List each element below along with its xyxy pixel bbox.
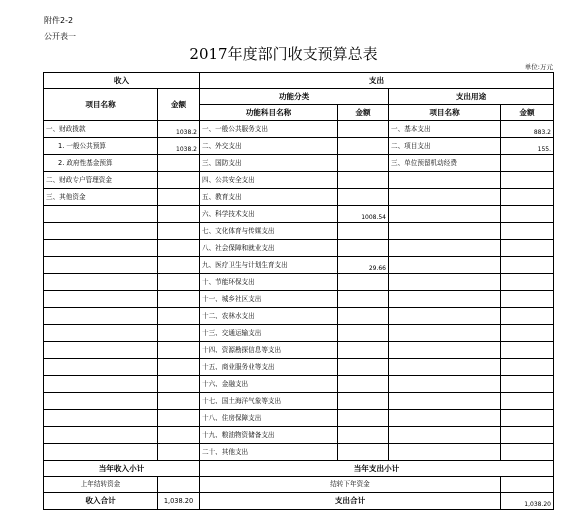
income-amount [158,274,200,291]
usage-amount: 883.2 [501,121,554,138]
income-item-name [44,410,158,427]
usage-item-name [389,274,501,291]
income-item-name [44,444,158,461]
income-amount [158,257,200,274]
table-row [44,155,554,172]
expense-total-amount: 1,038.20 [501,493,554,510]
table-row [44,121,554,138]
table-row [44,291,554,308]
income-amount [158,172,200,189]
table-row [44,223,554,240]
carry-out-label: 结转下年资金 [200,477,501,493]
income-item-name [44,325,158,342]
func-amount [338,189,389,206]
usage-amount [501,189,554,206]
usage-item-name-header: 项目名称 [389,105,501,121]
income-amount [158,291,200,308]
usage-item-name [389,427,501,444]
usage-item-name: 一、基本支出 [389,121,501,138]
income-amount [158,376,200,393]
func-amount: 29.66 [338,257,389,274]
public-table-label: 公开表一 [44,32,76,41]
table-row [44,359,554,376]
income-subtotal-label: 当年收入小计 [44,461,200,477]
table-row [44,393,554,410]
func-amount [338,308,389,325]
func-item-name: 二、外交支出 [200,138,338,155]
func-class-header: 功能分类 [200,89,389,105]
usage-amount [501,274,554,291]
func-amount [338,325,389,342]
budget-table [43,72,554,510]
carry-row [44,477,554,493]
usage-amount [501,206,554,223]
expense-total-label: 支出合计 [200,493,501,510]
usage-item-name [389,206,501,223]
table-row [44,427,554,444]
func-item-name: 十三、交通运输支出 [200,325,338,342]
usage-amount [501,410,554,427]
func-item-name: 十九、粮油物资储备支出 [200,427,338,444]
usage-item-name: 三、单位预留机动经费 [389,155,501,172]
func-item-name: 十五、商业服务业等支出 [200,359,338,376]
income-item-name: 二、财政专户管理资金 [44,172,158,189]
unit-label: 单位:万元 [524,63,553,71]
usage-amount [501,393,554,410]
income-amount [158,308,200,325]
attachment-label: 附件2-2 [44,16,74,25]
usage-amount [501,240,554,257]
func-item-name: 五、教育支出 [200,189,338,206]
income-amount [158,189,200,206]
usage-item-name [389,342,501,359]
income-amount [158,206,200,223]
func-item-name: 二十、其他支出 [200,444,338,461]
usage-amount [501,325,554,342]
income-item-name: 1. 一般公共预算 [44,138,158,155]
usage-item-name [389,410,501,427]
income-item-name [44,206,158,223]
func-item-name: 三、国防支出 [200,155,338,172]
usage-amount [501,308,554,325]
usage-item-name [389,291,501,308]
func-amount [338,427,389,444]
func-item-name: 十四、资源勘探信息等支出 [200,342,338,359]
income-item-name [44,359,158,376]
income-header: 收入 [44,73,200,89]
table-row [44,138,554,155]
income-amount [158,427,200,444]
income-amount [158,342,200,359]
func-amount [338,172,389,189]
income-item-name: 一、财政拨款 [44,121,158,138]
func-amount [338,444,389,461]
income-item-name [44,291,158,308]
usage-item-name [389,325,501,342]
income-amount [158,359,200,376]
carry-in-amount [158,477,200,493]
income-amount: 1038.2 [158,121,200,138]
income-item-name [44,308,158,325]
func-item-name: 九、医疗卫生与计划生育支出 [200,257,338,274]
func-amount [338,240,389,257]
income-amount: 1038.2 [158,138,200,155]
usage-amount [501,427,554,444]
func-amount [338,274,389,291]
usage-amount [501,291,554,308]
func-item-name: 六、科学技术支出 [200,206,338,223]
usage-item-name [389,223,501,240]
func-amount [338,223,389,240]
income-amount [158,325,200,342]
func-amount [338,342,389,359]
func-amount [338,359,389,376]
table-row [44,240,554,257]
usage-amount [501,155,554,172]
income-item-name [44,376,158,393]
total-row [44,493,554,510]
func-amount [338,393,389,410]
table-row [44,206,554,223]
func-item-name: 十八、住房保障支出 [200,410,338,427]
func-item-name: 四、公共安全支出 [200,172,338,189]
usage-amount [501,257,554,274]
income-item-name: 2. 政府性基金预算 [44,155,158,172]
subtotal-row [44,461,554,477]
header-row-2 [44,89,554,105]
income-amount [158,155,200,172]
table-row [44,342,554,359]
income-amount [158,240,200,257]
usage-amount [501,376,554,393]
func-amount: 1008.54 [338,206,389,223]
usage-item-name: 二、项目支出 [389,138,501,155]
usage-item-name [389,240,501,257]
func-amount [338,410,389,427]
header-row-1 [44,73,554,89]
func-amount [338,155,389,172]
usage-amount [501,359,554,376]
income-item-name [44,393,158,410]
expense-header: 支出 [200,73,554,89]
usage-amount [501,223,554,240]
table-row [44,189,554,206]
func-amount [338,138,389,155]
usage-amount [501,444,554,461]
table-row [44,274,554,291]
income-item-name [44,342,158,359]
table-row [44,257,554,274]
income-amount-header: 金额 [158,89,200,121]
table-row [44,172,554,189]
func-item-name: 七、文化体育与传媒支出 [200,223,338,240]
func-amount [338,291,389,308]
func-item-name: 十二、农林水支出 [200,308,338,325]
income-item-name [44,427,158,444]
func-amount-header: 金额 [338,105,389,121]
func-amount [338,121,389,138]
table-row [44,308,554,325]
table-row [44,376,554,393]
page-title: 2017年度部门收支预算总表 [189,45,378,63]
income-amount [158,444,200,461]
func-item-name-header: 功能科目名称 [200,105,338,121]
carry-out-amount [501,477,554,493]
income-item-name [44,240,158,257]
usage-item-name [389,189,501,206]
income-amount [158,410,200,427]
income-total-amount: 1,038.20 [158,493,200,510]
usage-item-name [389,444,501,461]
expense-subtotal-label: 当年支出小计 [200,461,554,477]
income-amount [158,393,200,410]
income-amount [158,223,200,240]
income-item-name [44,223,158,240]
usage-header: 支出用途 [389,89,554,105]
income-item-name: 三、其他资金 [44,189,158,206]
usage-item-name [389,257,501,274]
usage-item-name [389,393,501,410]
table-row [44,325,554,342]
usage-amount [501,172,554,189]
usage-item-name [389,172,501,189]
func-item-name: 八、社会保障和就业支出 [200,240,338,257]
func-amount [338,376,389,393]
carry-in-label: 上年结转资金 [44,477,158,493]
table-row [44,410,554,427]
income-item-name [44,274,158,291]
func-item-name: 十、节能环保支出 [200,274,338,291]
table-row [44,444,554,461]
func-item-name: 一、一般公共服务支出 [200,121,338,138]
func-item-name: 十六、金融支出 [200,376,338,393]
income-item-name-header: 项目名称 [44,89,158,121]
usage-item-name [389,308,501,325]
usage-item-name [389,359,501,376]
usage-amount: 155. [501,138,554,155]
usage-amount-header: 金额 [501,105,554,121]
usage-amount [501,342,554,359]
func-item-name: 十一、城乡社区支出 [200,291,338,308]
func-item-name: 十七、国土海洋气象等支出 [200,393,338,410]
income-total-label: 收入合计 [44,493,158,510]
income-item-name [44,257,158,274]
usage-item-name [389,376,501,393]
